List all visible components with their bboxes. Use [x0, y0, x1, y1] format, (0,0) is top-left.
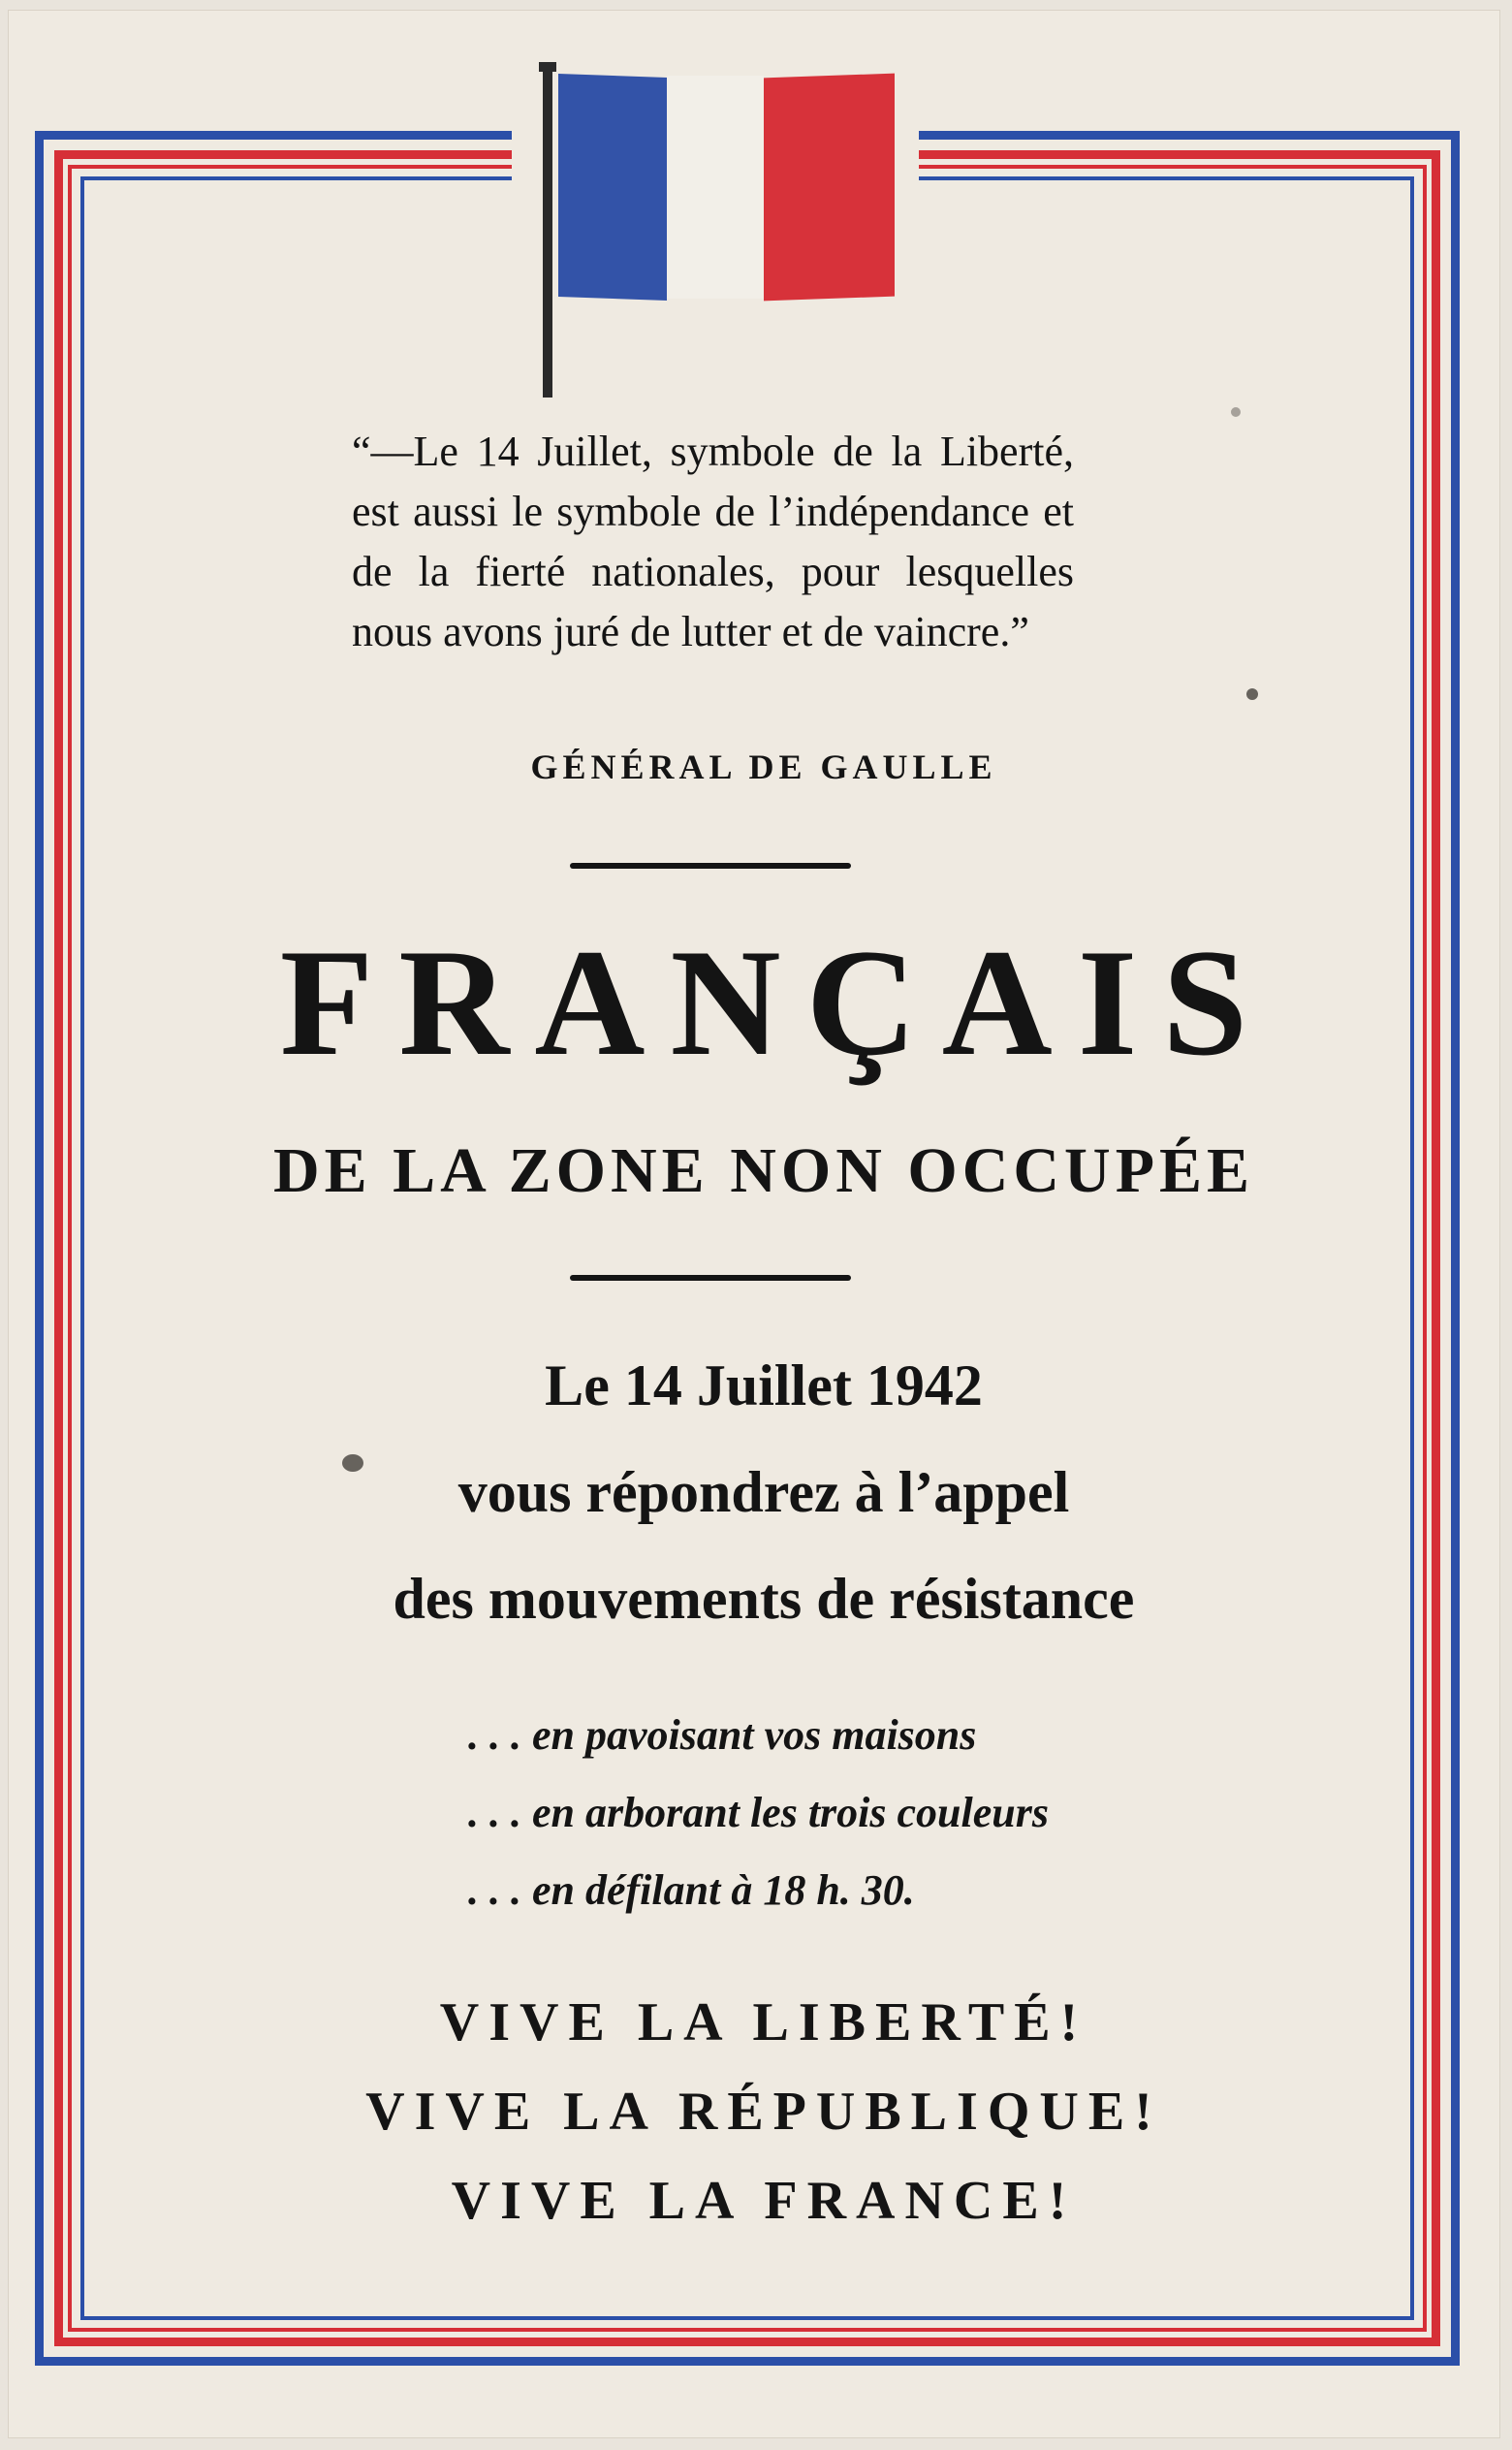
divider-middle	[570, 1275, 851, 1281]
subheadline: DE LA ZONE NON OCCUPÉE	[272, 1135, 1255, 1206]
flag-white-stripe	[667, 76, 764, 299]
divider-top	[570, 863, 851, 869]
action-item: . . . en défilant à 18 h. 30.	[468, 1866, 915, 1914]
action-item: . . . en pavoisant vos maisons	[468, 1711, 977, 1759]
flagpole	[543, 68, 552, 398]
ink-stain	[1231, 407, 1241, 417]
appeal-line-2: des mouvements de résistance	[393, 1567, 1135, 1631]
de-gaulle-quote: “—Le 14 Juillet, symbole de la Liberté, est aussi le symbole de l’indépendance et de la fierté nationales, pour lesquelles nous avons juré de lutter et de vaincre.”	[352, 428, 1074, 655]
action-list	[468, 1697, 1340, 1929]
date-line: Le 14 Juillet 1942	[545, 1353, 983, 1417]
closing-cheers	[8, 1978, 1512, 2245]
appeal-line-1: vous répondrez à l’appel	[457, 1460, 1070, 1524]
french-flag-icon	[531, 68, 899, 402]
quote-author: GÉNÉRAL DE GAULLE	[530, 748, 997, 786]
flag-red-stripe	[764, 74, 895, 302]
ink-stain	[1246, 688, 1258, 700]
ink-stain	[342, 1454, 363, 1472]
leaflet-sheet	[8, 10, 1500, 2438]
cheer-republique: VIVE LA RÉPUBLIQUE!	[365, 2082, 1162, 2142]
flag-blue-stripe	[558, 74, 667, 301]
cheer-france: VIVE LA FRANCE!	[451, 2171, 1077, 2231]
headline: FRANÇAIS	[279, 918, 1274, 1088]
action-item: . . . en arborant les trois couleurs	[468, 1789, 1049, 1836]
cheer-liberte: VIVE LA LIBERTÉ!	[439, 1992, 1088, 2052]
